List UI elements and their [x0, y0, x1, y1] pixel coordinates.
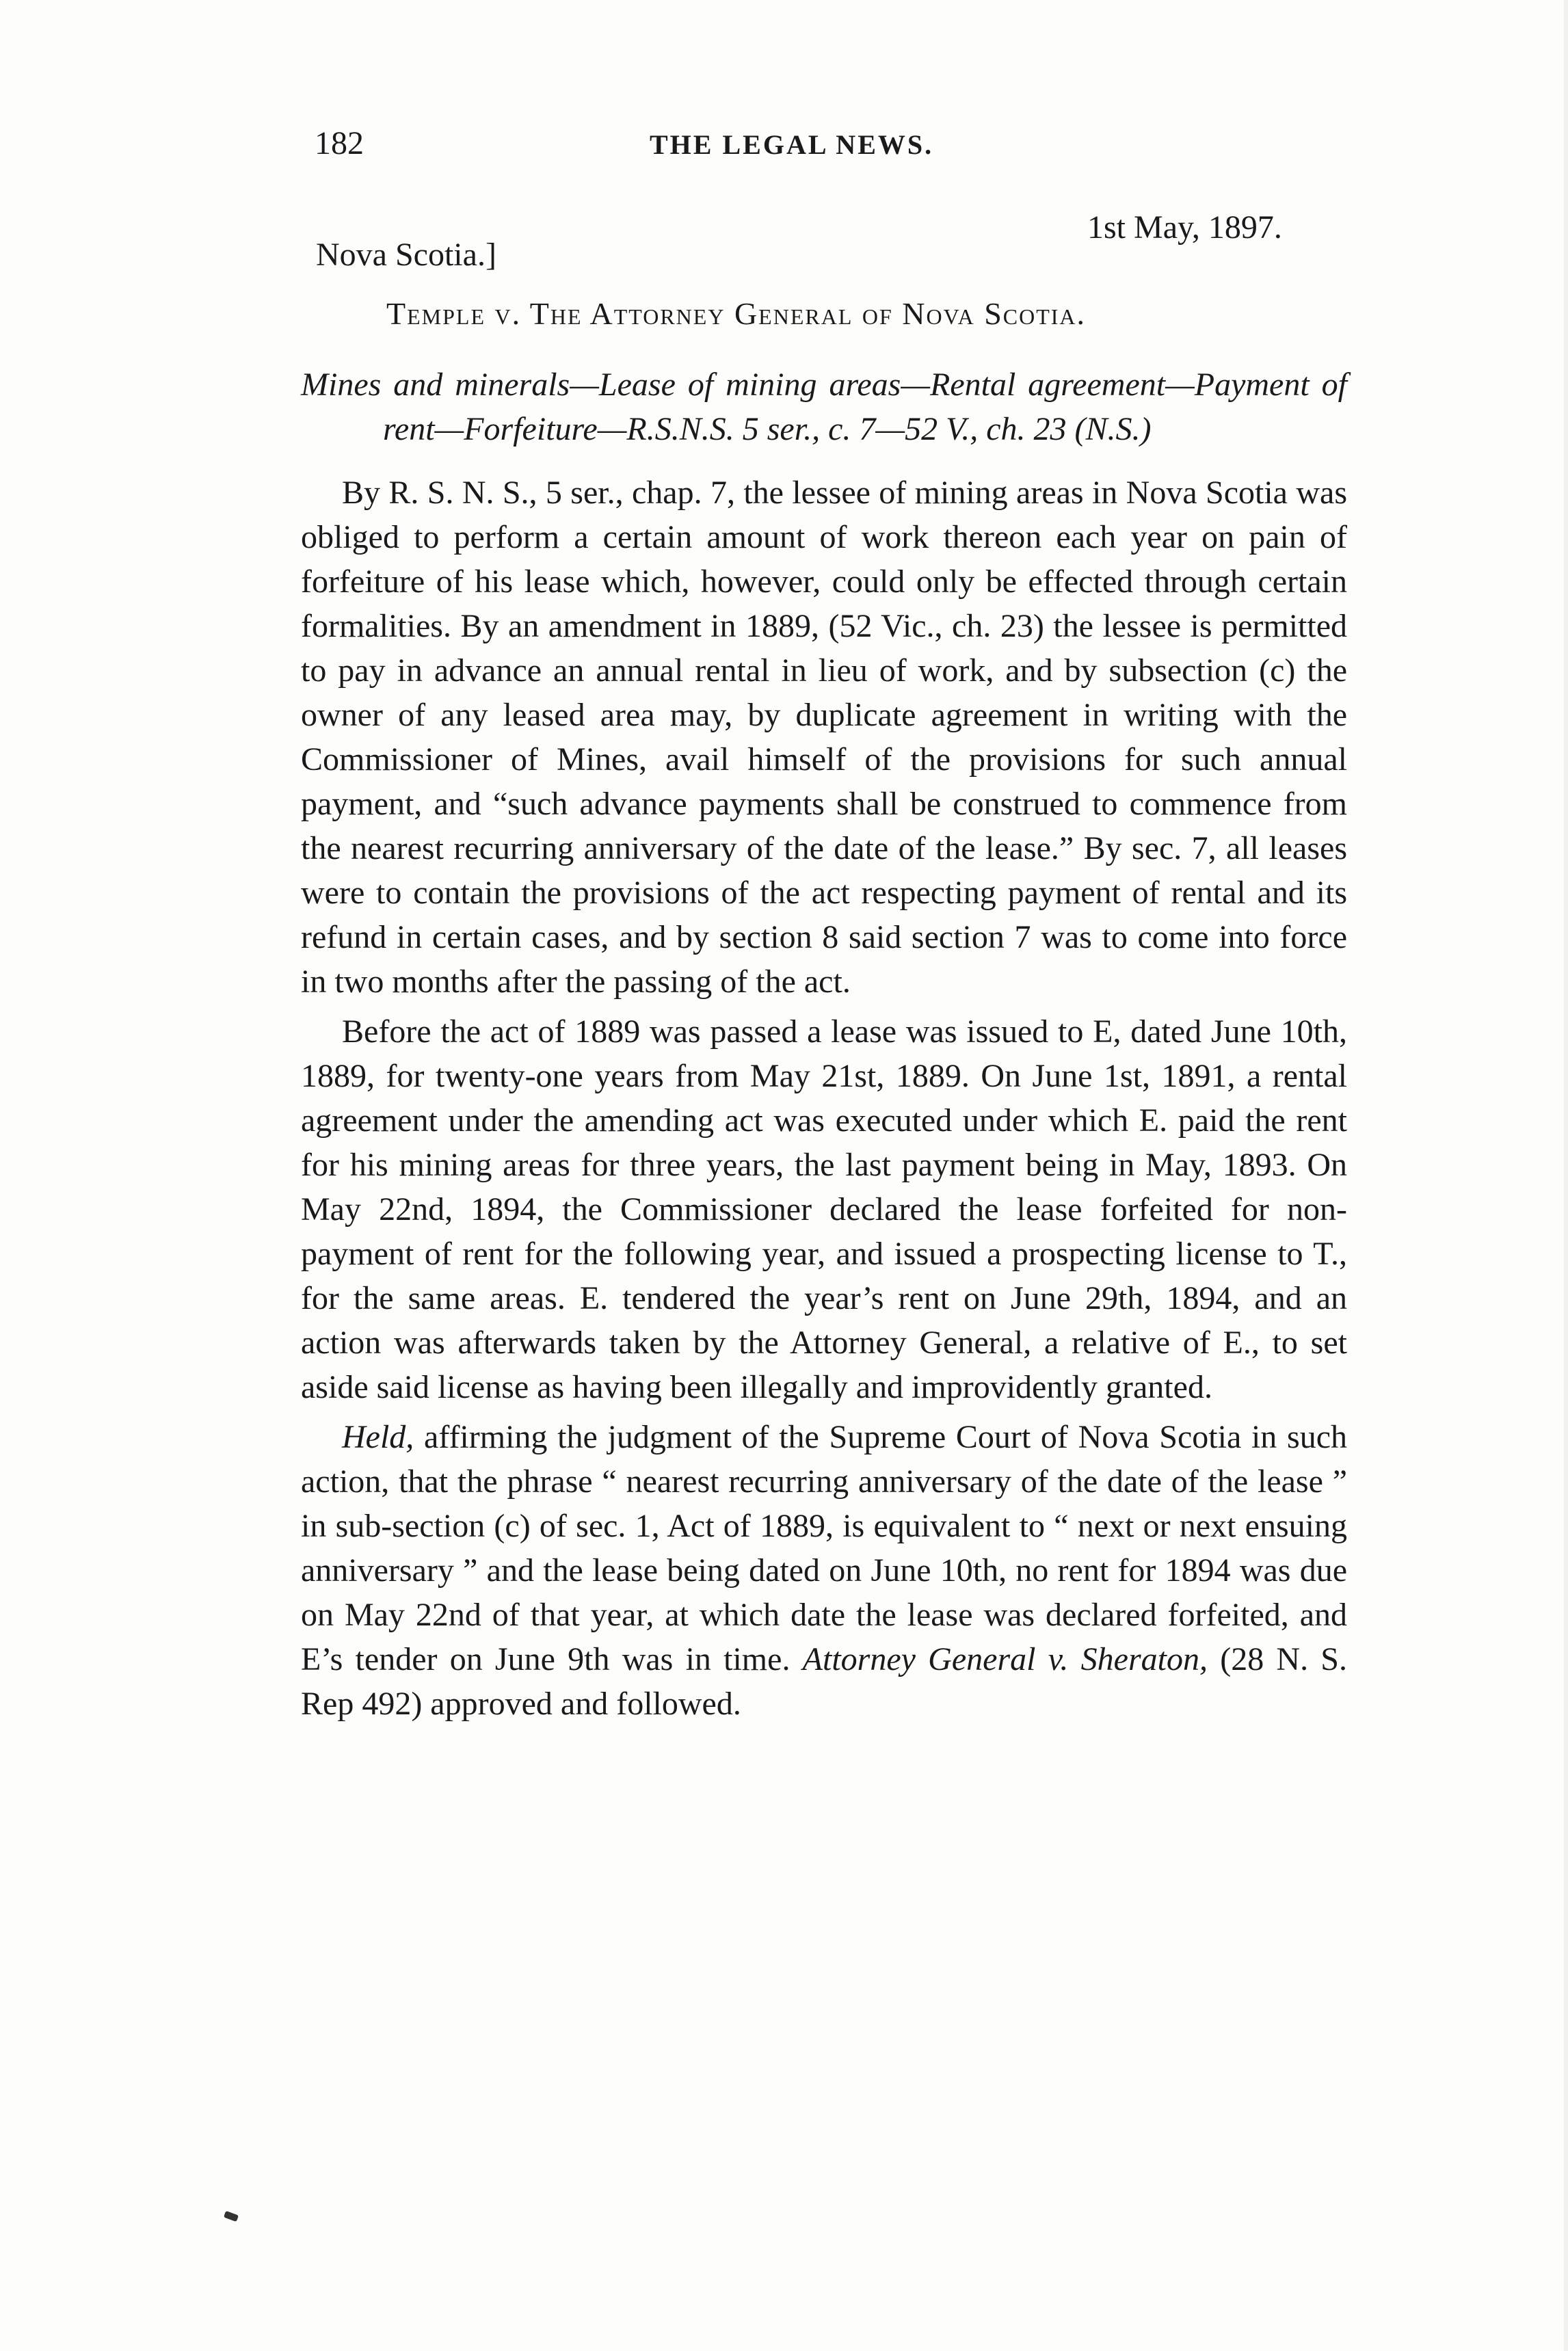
held-text: affirming the judgment of the Supreme Court of Nova Scotia in such action, that the phrase “ nearest recurring anniversary of the date of the lease ” in sub-section (c) of sec. 1, Act of 1889, is equivalent to “ next or next ensuing anniversary ” and the lease being dated on June 10th, no rent for 1894 was due on May 22nd of that year, at which date the lease was declared forfeited, and E’s tender on June 9th was in time.: [301, 1419, 1347, 1677]
page-header: [315, 124, 1347, 186]
ink-speck: [224, 2211, 239, 2222]
article-body: [301, 362, 1347, 1731]
headnote: Mines and minerals—Lease of mining areas—Rental agreement—Payment of rent—Forfeiture—R.S.N.S. 5 ser., c. 7—52 V., ch. 23 (N.S.): [301, 367, 1347, 447]
citation-rest: (28 N. S. Rep 492) approved and followed.: [301, 1641, 1347, 1722]
running-head: THE LEGAL NEWS.: [650, 129, 934, 160]
issue-date: 1st May, 1897.: [1087, 209, 1282, 245]
paragraph-statute: By R. S. N. S., 5 ser., chap. 7, the lessee of mining areas in Nova Scotia was obliged to perform a certain amount of work thereon each year on pain of forfeiture of his lease which, however, could only be effected through certain formalities. By an amendment in 1889, (52 Vic., ch. 23) the lessee is permitted to pay in advance an annual rental in lieu of work, and by subsection (c) the owner of any leased area may, by duplicate agreement in writing with the Commissioner of Mines, avail himself of the provisions for such annual payment, and “such advance payments shall be construed to commence from the nearest recurring anniversary of the date of the lease.” By sec. 7, all leases were to contain the provisions of the act respecting payment of rental and its refund in certain cases, and by section 8 said section 7 was to come into force in two months after the passing of the act.: [301, 475, 1347, 1000]
page-edge: [1564, 0, 1568, 2351]
paragraph-facts: Before the act of 1889 was passed a lease was issued to E, dated June 10th, 1889, for twenty-one years from May 21st, 1889. On June 1st, 1891, a rental agreement under the amending act was executed under which E. paid the rent for his mining areas for three years, the last payment being in May, 1893. On May 22nd, 1894, the Commissioner declared the lease forfeited for non-payment of rent for the following year, and issued a prospecting license to T., for the same areas. E. tendered the year’s rent on June 29th, 1894, and an action was afterwards taken by the Attorney General, a relative of E., to set aside said license as having been illegally and improvidently granted.: [301, 1013, 1347, 1405]
page-number: 182: [315, 125, 364, 161]
citation-case: Attorney General v. Sheraton,: [802, 1641, 1208, 1677]
held-lead: Held,: [342, 1419, 414, 1455]
paragraph-held: [301, 1415, 1347, 1726]
case-title: Temple v. The Attorney General of Nova Scotia.: [386, 296, 1087, 331]
jurisdiction: Nova Scotia.]: [316, 237, 496, 273]
